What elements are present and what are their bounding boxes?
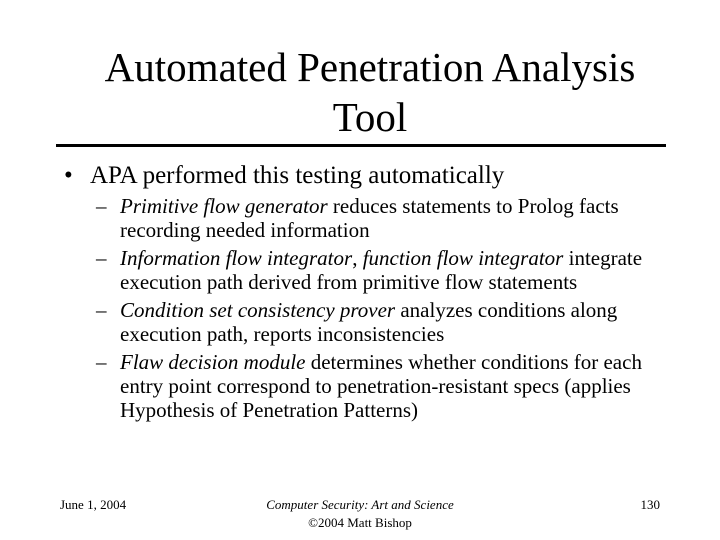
footer-date: June 1, 2004 xyxy=(60,497,127,512)
footer-copyright: ©2004 Matt Bishop xyxy=(308,515,412,530)
main-bullet xyxy=(64,160,684,192)
term-separator: , xyxy=(352,246,363,270)
dash-icon: – xyxy=(96,246,107,270)
sub-bullet-primitive-flow-generator xyxy=(96,194,676,242)
sub-bullet-text xyxy=(120,246,676,294)
sub-bullet-rest: analyzes conditions along execution path, reports inconsistencies xyxy=(120,298,618,346)
sub-bullet-rest: reduces statements to Prolog facts recording needed information xyxy=(120,194,619,242)
footer-credit xyxy=(220,496,500,532)
sub-bullet-text xyxy=(120,194,676,242)
sub-bullet-rest: determines whether conditions for each entry point correspond to penetration-resistant specs (applies Hypothesis of Penetration Patterns) xyxy=(120,350,642,422)
sub-bullet-rest: integrate execution path derived from primitive flow statements xyxy=(120,246,643,294)
term-information-flow-integrator: Information flow integrator xyxy=(120,246,353,270)
sub-bullet-list xyxy=(96,194,676,426)
footer-page-number: 130 xyxy=(640,497,660,512)
dash-icon: – xyxy=(96,350,107,374)
sub-bullet-flaw-decision-module xyxy=(96,350,676,422)
dash-icon: – xyxy=(96,298,107,322)
sub-bullet-condition-set-consistency-prover xyxy=(96,298,676,346)
title-underline xyxy=(56,144,666,147)
main-bullet-text: APA performed this testing automatically xyxy=(90,162,505,189)
sub-bullet-information-flow-integrator xyxy=(96,246,676,294)
term-condition-set-consistency-prover: Condition set consistency prover xyxy=(120,298,396,322)
dash-icon: – xyxy=(96,194,107,218)
title-line-2: Tool xyxy=(332,94,408,140)
sub-bullet-text xyxy=(120,350,676,422)
footer-book-title: Computer Security: Art and Science xyxy=(266,497,454,512)
title-line-1: Automated Penetration Analysis xyxy=(104,44,636,90)
slide-title xyxy=(60,42,680,142)
term-primitive-flow-generator: Primitive flow generator xyxy=(120,194,328,218)
sub-bullet-text xyxy=(120,298,676,346)
term-flaw-decision-module: Flaw decision module xyxy=(120,350,306,374)
bullet-icon: • xyxy=(64,162,73,189)
term-function-flow-integrator: function flow integrator xyxy=(362,246,564,270)
